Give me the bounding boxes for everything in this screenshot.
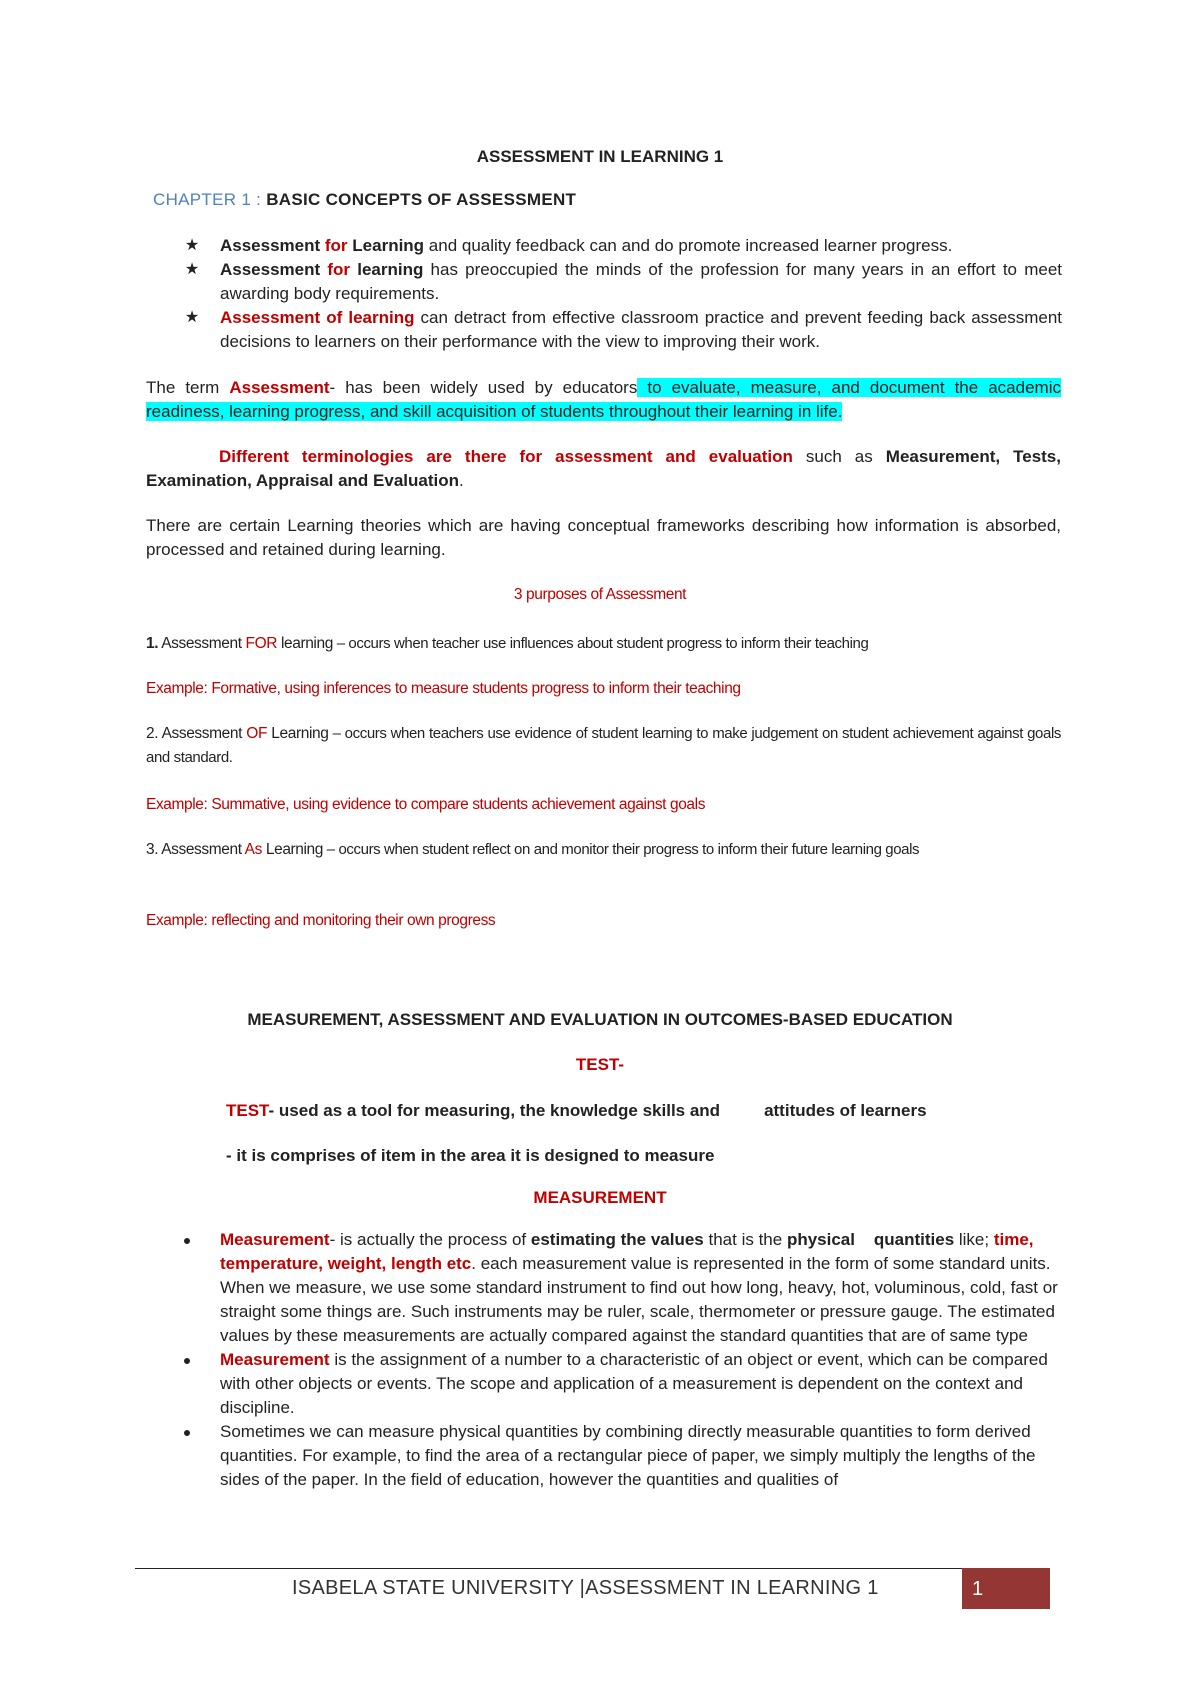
terminologies-plain: such as — [792, 447, 886, 466]
purpose-desc: – occurs when teacher use influences about student progress to inform their teaching — [332, 635, 869, 652]
list-item — [182, 1348, 1062, 1420]
purpose-label: Assessment — [158, 841, 245, 858]
footer-text: ISABELA STATE UNIVERSITY |ASSESSMENT IN LEARNING 1 — [292, 1577, 879, 1599]
purpose-label2: learning — [277, 635, 333, 652]
purpose-label: Assessment — [158, 635, 246, 652]
purpose-label2: Learning — [267, 725, 329, 742]
terminologies-paragraph — [146, 445, 1061, 493]
bullet-text: . each measurement value is represented in the form of some standard units. When we measure, we use some standard instrument to find out how long, heavy, hot, voluminous, cold, fast or straight some things are. Such instruments may be ruler, scale, thermometer or pressure gauge. The estimated values by these measurements are actually compared against the standard quantities that are of same type — [220, 1254, 1058, 1345]
bullet-text: - is actually the process of — [329, 1230, 531, 1249]
section-title: MEASUREMENT, ASSESSMENT AND EVALUATION IN OUTCOMES-BASED EDUCATION — [247, 1010, 953, 1029]
star-item — [182, 258, 1062, 306]
star-item-bold2: Learning — [347, 236, 425, 255]
purpose-1 — [146, 632, 1061, 656]
bullet-red: time, temperature, weight, length etc — [220, 1230, 1034, 1273]
document-title: ASSESSMENT IN LEARNING 1 — [476, 147, 724, 166]
purpose-3 — [146, 838, 1061, 862]
purpose-label: Assessment — [158, 725, 247, 742]
list-item — [182, 1228, 1062, 1348]
star-item-text: and quality feedback can and do promote increased learner progress. — [424, 236, 953, 255]
term-mid: - has been widely used by educators — [329, 378, 638, 397]
star-item — [182, 306, 1062, 354]
term-pre: The term — [146, 378, 230, 397]
star-bullet-icon: ★ — [184, 261, 200, 278]
test-definition-2: - it is comprises of item in the area it is designed to measure — [226, 1146, 715, 1165]
test-heading: TEST- — [575, 1055, 625, 1074]
page-number: 1 — [972, 1578, 984, 1600]
list-item — [182, 1420, 1062, 1492]
bullet-red: Measurement — [220, 1230, 330, 1249]
bullet-text: is the assignment of a number to a characteristic of an object or event, which can be compared with other objects or events. The scope and application of a measurement is dependent on the context and discipline. — [220, 1350, 1048, 1417]
bullet-text: that is the — [703, 1230, 787, 1249]
star-item-bold2: learning — [350, 260, 424, 279]
purpose-label2: Learning — [261, 841, 324, 858]
bullet-text: like; — [954, 1230, 994, 1249]
star-item-bold: Assessment — [220, 260, 328, 279]
star-item-text: can detract from effective classroom practice and prevent feeding back assessment decisions to learners on their performance with the view to improving their work. — [220, 308, 1063, 351]
example-3: Example: reflecting and monitoring their own progress — [146, 912, 496, 929]
purpose-keyword: As — [244, 841, 262, 858]
purpose-desc: – occurs when student reflect on and monitor their progress to inform their future learning goals — [323, 841, 920, 858]
star-item-red: Assessment of learning — [220, 308, 415, 327]
star-item-red: for — [324, 236, 348, 255]
purpose-desc: – occurs when teachers use evidence of student learning to make judgement on student achievement against goals and standard. — [146, 725, 1061, 766]
terminologies-end: . — [459, 471, 464, 490]
purposes-heading: 3 purposes of Assessment — [513, 586, 687, 603]
purpose-number: 1. — [146, 635, 159, 652]
bullet-red: Measurement — [220, 1350, 330, 1369]
bullet-dot-icon — [184, 1430, 190, 1436]
terminologies-red: Different terminologies are there for assessment and evaluation — [219, 447, 793, 466]
purpose-number: 2. — [146, 725, 159, 742]
bullet-dot-icon — [184, 1358, 190, 1364]
theories-paragraph: There are certain Learning theories which are having conceptual frameworks describing how information is absorbed, processed and retained during learning. — [146, 516, 1061, 559]
chapter-title: BASIC CONCEPTS OF ASSESSMENT — [266, 190, 577, 209]
test-def-a: - used as a tool for measuring, the knowledge skills and — [268, 1101, 721, 1120]
star-item — [182, 234, 1062, 258]
example-2: Example: Summative, using evidence to compare students achievement against goals — [146, 796, 706, 813]
test-def-b: attitudes of learners — [764, 1101, 927, 1120]
term-word: Assessment — [229, 378, 330, 397]
star-list — [182, 234, 1062, 354]
star-bullet-icon: ★ — [184, 237, 200, 254]
chapter-label: CHAPTER 1 : — [153, 190, 267, 209]
purpose-number: 3. — [146, 841, 159, 858]
purpose-keyword: FOR — [245, 635, 278, 652]
purpose-keyword: OF — [246, 725, 268, 742]
term-highlight: to evaluate, measure, and document the academic readiness, learning progress, and skill acquisition of students throughout their learning in life. — [146, 378, 1061, 421]
measurement-list — [182, 1228, 1062, 1492]
test-definition — [226, 1099, 1026, 1123]
star-item-bold: Assessment — [220, 236, 325, 255]
term-paragraph — [146, 376, 1061, 424]
test-word: TEST — [226, 1101, 269, 1120]
measurement-heading: MEASUREMENT — [533, 1188, 667, 1207]
bullet-bold: physical quantities — [786, 1230, 955, 1249]
purpose-2 — [146, 722, 1061, 770]
star-item-red: for — [327, 260, 351, 279]
bullet-dot-icon — [184, 1238, 190, 1244]
bullet-text: Sometimes we can measure physical quantities by combining directly measurable quantities to form derived quantities. For example, to find the area of a rectangular piece of paper, we simply multiply the lengths of the sides of the paper. In the field of education, however the quantities and qualities of — [220, 1422, 1036, 1489]
star-bullet-icon: ★ — [184, 309, 200, 326]
footer-rule — [135, 1568, 1050, 1569]
bullet-bold: estimating the values — [530, 1230, 704, 1249]
chapter-heading — [153, 190, 576, 210]
terminologies-bold: Measurement, Tests, Examination, Appraisal and Evaluation — [146, 447, 1061, 490]
example-1: Example: Formative, using inferences to measure students progress to inform their teaching — [146, 680, 741, 697]
star-item-text: has preoccupied the minds of the profession for many years in an effort to meet awarding body requirements. — [220, 260, 1063, 303]
